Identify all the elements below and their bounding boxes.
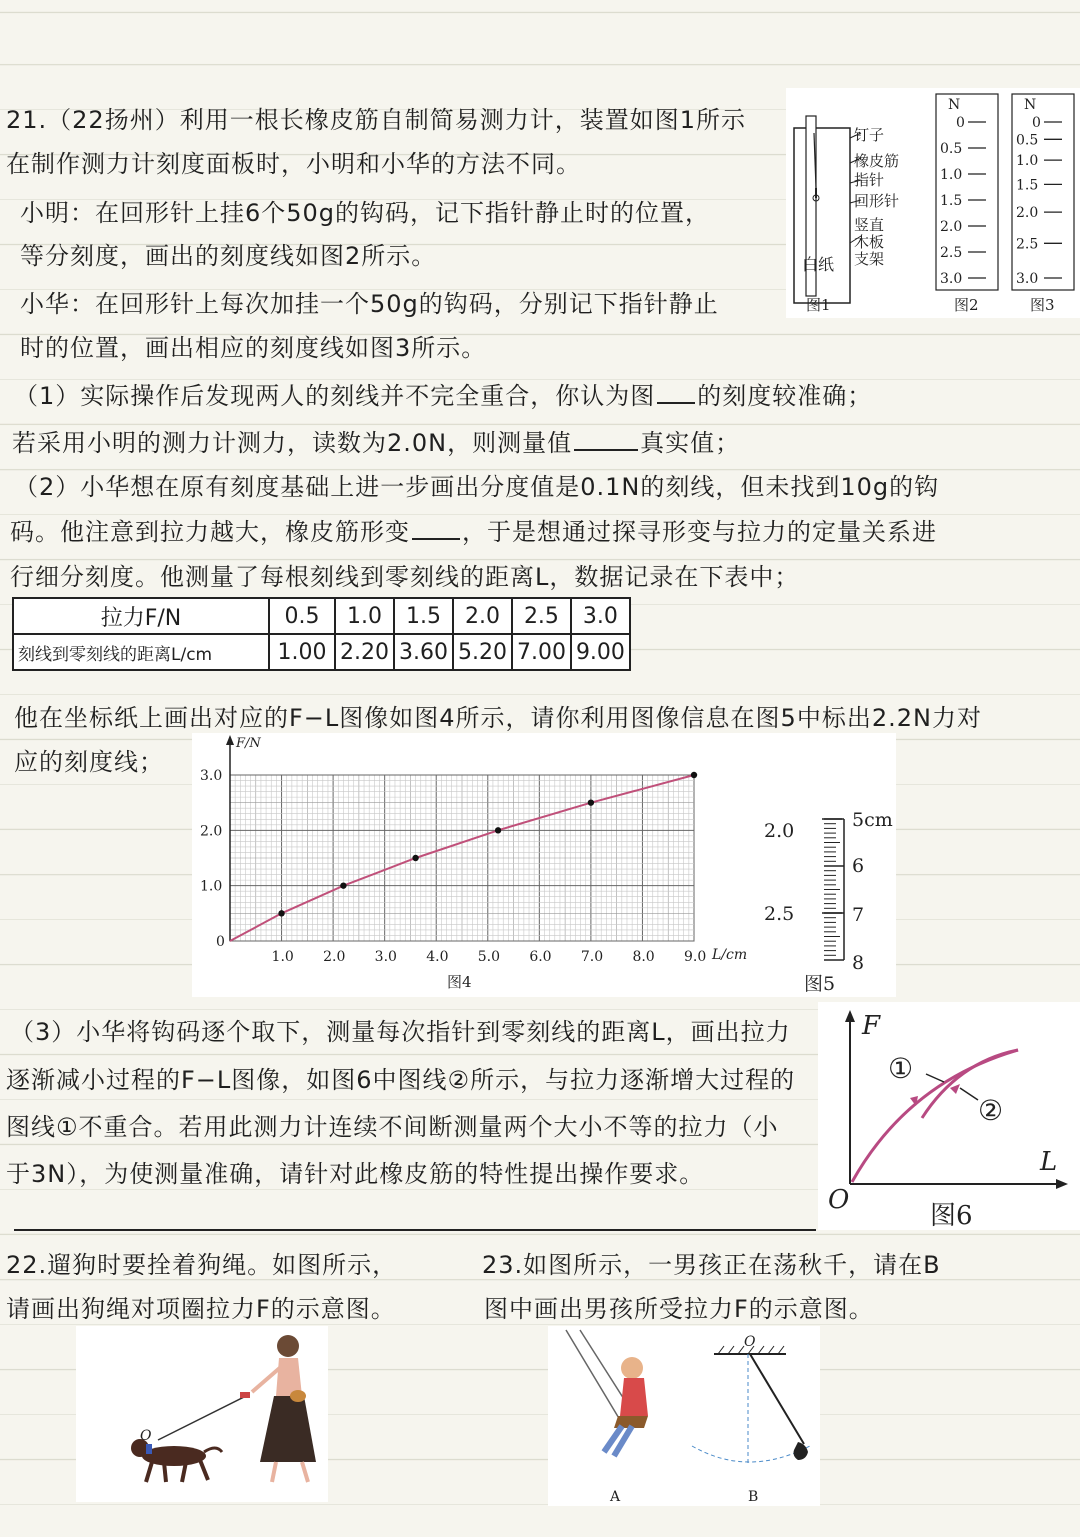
chart-data-point: [412, 855, 418, 861]
fig6-axis-l: L: [1040, 1147, 1058, 1177]
fig1-label: 竖直: [854, 216, 885, 234]
chart-ylabel: F/N: [236, 736, 261, 751]
pivot-label: O: [744, 1334, 756, 1350]
chart-x-tick-label: 3.0: [374, 949, 397, 965]
fig2-tick-label: 0.5: [940, 141, 963, 157]
fig3-unit: N: [1024, 97, 1037, 113]
chart-data-point: [340, 882, 346, 888]
part1-a-text-end: 的刻度较准确；: [697, 382, 873, 410]
chart-x-tick-label: 9.0: [684, 949, 707, 965]
fig5-ticks: [824, 819, 844, 960]
fig6-axis-f: F: [862, 1011, 881, 1041]
chart-y-tick-label: 1.0: [200, 878, 223, 895]
table-cell: 2.5: [512, 598, 571, 634]
chart-x-tick-label: 8.0: [632, 949, 655, 965]
section-divider: [14, 1229, 816, 1231]
part1-question-a: [14, 382, 872, 411]
fig2-tick-label: 2.0: [940, 219, 963, 235]
chart-caption: 图4: [447, 973, 472, 991]
q22-line1: 22.遛狗时要拴着狗绳。如图所示，: [6, 1251, 398, 1279]
fig1-label: 支架: [854, 250, 885, 268]
fig2-tick-label: 1.0: [940, 167, 963, 183]
fig5-caption: 图5: [804, 973, 836, 995]
part2-line-d: 他在坐标纸上画出对应的F−L图像如图4所示，请你利用图像信息在图5中标出2.2N力对: [14, 704, 982, 732]
xiaohua-method-2: 时的位置，画出相应的刻度线如图3所示。: [20, 334, 487, 362]
xiaoming-method-1: 小明：在回形针上挂6个50g的钩码，记下指针静止时的位置，: [20, 199, 711, 227]
fig5-left-label: 2.5: [764, 903, 795, 925]
answer-blank-deformation[interactable]: [412, 538, 460, 540]
part1-b-text-end: 真实值；: [640, 429, 741, 457]
fig3-tick-label: 0.5: [1016, 132, 1039, 149]
part1-b-text: 若采用小明的测力计测力，读数为2.0N，则测量值: [12, 429, 573, 457]
fig1-label: 木板: [854, 233, 885, 251]
table-cell: 1.5: [394, 598, 453, 634]
table-row: [13, 634, 630, 670]
chart-y-tick-label: 3.0: [200, 768, 223, 784]
part3-line-b: 逐渐减小过程的F−L图像，如图6中图线②所示，与拉力逐渐增大过程的: [6, 1066, 796, 1094]
fig1-label: 指针: [854, 171, 885, 189]
part2-line-a: （2）小华想在原有刻度基础上进一步画出分度值是0.1N的刻线，但未找到10g的钩: [14, 473, 940, 501]
chart-xlabel: L/cm: [712, 947, 748, 963]
table-cell: 2.20: [335, 634, 394, 670]
fig2-caption: 图2: [954, 296, 979, 314]
fig3-tick-label: 2.0: [1016, 205, 1039, 222]
fig3-tick-label: 0: [1032, 115, 1041, 131]
table-cell: 5.20: [453, 634, 512, 670]
chart-x-tick-label: 1.0: [271, 949, 294, 965]
chart-x-tick-label: 7.0: [580, 949, 604, 965]
fig6-curve1-label: ①: [888, 1052, 914, 1085]
fig3-caption: 图3: [1030, 296, 1055, 314]
part3-line-c: 图线①不重合。若用此测力计连续不间断测量两个大小不等的拉力（小: [6, 1113, 779, 1141]
fig3-tick-label: 3.0: [1016, 271, 1039, 287]
answer-blank-compare[interactable]: [574, 449, 638, 451]
chart-y-tick-label: 2.0: [200, 823, 223, 840]
fig3-tick-label: 1.5: [1016, 177, 1039, 194]
fig3-tick-label: 2.5: [1016, 236, 1039, 253]
fig1-caption: 图1: [806, 296, 831, 314]
fig6-origin: O: [828, 1185, 850, 1215]
q23-line1: 23.如图所示，一男孩正在荡秋千，请在B: [482, 1251, 941, 1279]
figures-1-3-panel: [786, 88, 1080, 318]
fig5-right-label: 8: [852, 952, 865, 974]
collar-point-label: O: [140, 1428, 152, 1444]
fig2-tick-label: 2.5: [940, 245, 963, 261]
figure6-hysteresis: [818, 1002, 1080, 1230]
chart-data-point: [691, 772, 697, 778]
chart-data-point: [495, 827, 501, 833]
fig6-curve2-label: ②: [978, 1094, 1004, 1127]
table-cell: 7.00: [512, 634, 571, 670]
fig2-tick-label: 1.5: [940, 193, 963, 209]
table-header-force: 拉力F/N: [13, 598, 269, 634]
part2-line-e: 应的刻度线；: [14, 748, 164, 776]
figure5-scale: [752, 733, 896, 997]
q22-line2: 请画出狗绳对项圈拉力F的示意图。: [6, 1295, 396, 1323]
figures-4-5-panel: [192, 733, 896, 997]
part3-line-a: （3）小华将钩码逐个取下，测量每次指针到零刻线的距离L，画出拉力: [10, 1018, 791, 1046]
chart-grid: [230, 775, 694, 941]
part3-line-d: 于3N），为使测量准确，请针对此橡皮筋的特性提出操作要求。: [6, 1160, 705, 1188]
fig1-label: 橡皮筋: [854, 152, 900, 170]
fig1-label: 回形针: [854, 192, 900, 210]
chart-x-tick-label: 4.0: [426, 949, 449, 965]
part2-line-c: 行细分刻度。他测量了每根刻线到零刻线的距离L，数据记录在下表中；: [10, 563, 800, 591]
q23-line2: 图中画出男孩所受拉力F的示意图。: [484, 1295, 874, 1323]
answer-blank-figure[interactable]: [657, 402, 695, 404]
fig5-right-label: 6: [852, 855, 865, 877]
q21-line2: 在制作测力计刻度面板时，小明和小华的方法不同。: [6, 150, 581, 178]
table-cell: 3.0: [571, 598, 630, 634]
fig1-label: 钉子: [854, 126, 885, 144]
chart-data-point: [278, 910, 284, 916]
fig5-right-label: 5cm: [852, 809, 893, 831]
swing-illustration: [548, 1326, 820, 1506]
fig5-right-label: 7: [852, 904, 865, 926]
q21-line1: 21.（22扬州）利用一根长橡皮筋自制简易测力计，装置如图1所示: [6, 106, 746, 134]
chart-x-tick-label: 5.0: [477, 949, 501, 965]
fig2-tick-label: 0: [956, 115, 965, 131]
part2-line-b: [10, 518, 937, 547]
fig1-paper-label: 白纸: [802, 255, 835, 274]
part1-question-b: [12, 429, 740, 458]
table-cell: 1.00: [269, 634, 335, 670]
chart-x-tick-label: 6.0: [529, 949, 552, 965]
xiaohua-method-1: 小华：在回形针上每次加挂一个50g的钩码，分别记下指针静止: [20, 290, 719, 318]
fig6-caption: 图6: [930, 1201, 973, 1230]
part2-b-text-end: ，于是想通过探寻形变与拉力的定量关系进: [462, 518, 937, 546]
fig5-left-label: 2.0: [764, 820, 795, 842]
table-cell: 0.5: [269, 598, 335, 634]
table-cell: 3.60: [394, 634, 453, 670]
part1-a-text: （1）实际操作后发现两人的刻线并不完全重合，你认为图: [14, 382, 656, 410]
chart-x-tick-label: 2.0: [323, 949, 346, 965]
table-header-length: 刻线到零刻线的距离L/cm: [13, 634, 269, 670]
figure1-apparatus: [786, 88, 1080, 318]
table-cell: 9.00: [571, 634, 630, 670]
chart-data-point: [588, 799, 594, 805]
swing-label-a: A: [610, 1489, 621, 1505]
table-row: [13, 598, 630, 634]
dog-walking-image: [76, 1326, 328, 1502]
fig2-tick-label: 3.0: [940, 271, 963, 287]
table-cell: 1.0: [335, 598, 394, 634]
chart-y-tick-label: 0: [216, 934, 225, 950]
fig3-tick-label: 1.0: [1016, 153, 1039, 170]
fig2-unit: N: [948, 97, 961, 113]
dog-walking-illustration: [76, 1326, 328, 1502]
part2-b-text: 码。他注意到拉力越大，橡皮筋形变: [10, 518, 410, 546]
figure6-panel: [818, 1002, 1080, 1230]
swing-label-b: B: [748, 1489, 759, 1505]
table-cell: 2.0: [453, 598, 512, 634]
swing-image: [548, 1326, 820, 1506]
force-length-table: [12, 597, 631, 671]
figure4-chart: [192, 733, 752, 997]
xiaoming-method-2: 等分刻度，画出的刻度线如图2所示。: [20, 242, 437, 270]
